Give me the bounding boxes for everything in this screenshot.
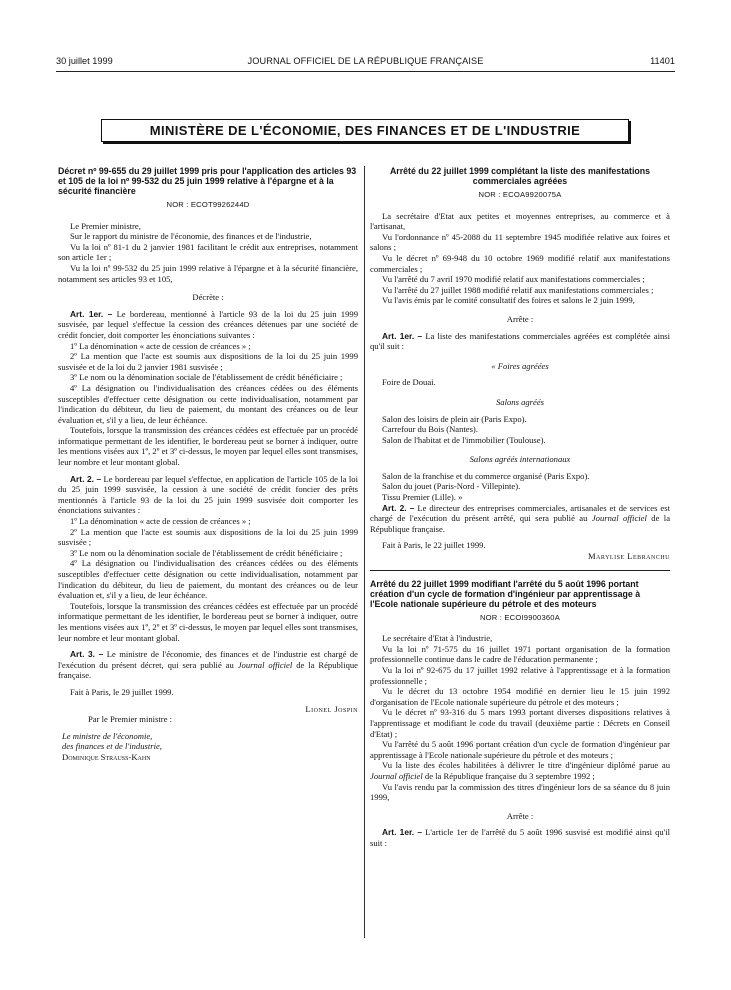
article-2-label: Art. 2. – (70, 473, 102, 484)
article-1-text: Le bordereau, mentionné à l'article 93 de la loi du 25 juin 1999 susvisée, par lequel s'effectue la cession des créances détenues par une société de crédit foncier, doit comporter les énonciations suivantes : (58, 308, 358, 340)
arrete2-para-list (370, 760, 670, 781)
arrete1-nor: NOR : ECOA9920075A (478, 190, 562, 199)
arrete1-para: Vu l'ordonnance nº 45-2088 du 11 septembre 1945 modifiée relative aux foires et salons ; (370, 231, 670, 253)
journal-officiel-ref: Journal officiel (370, 770, 423, 781)
ministry-title: MINISTÈRE DE L'ÉCONOMIE, DES FINANCES ET DE L'INDUSTRIE (149, 123, 581, 138)
decree-signer: Lionel Jospin (305, 703, 358, 714)
arrete1-title: Arrêté du 22 juillet 1999 complétant la liste des manifestations commerciales agréées (389, 166, 651, 186)
arrete1-para: Vu le décret nº 69-948 du 10 octobre 1969 modifié relatif aux manifestations commerciales ; (370, 252, 670, 274)
article-1-item: 1º La dénomination « acte de cession de créances » ; (70, 340, 251, 351)
page-header (56, 56, 675, 70)
arrete2-nor: NOR : ECOI9900360A (480, 612, 560, 622)
arrete2-article-1-text: L'article 1er de l'arrêté du 5 août 1996 susvisé est modifié ainsi qu'il suit : (370, 827, 670, 848)
header-page-number: 11401 (650, 56, 675, 66)
article-1-para: Toutefois, lorsque la transmission des créances cédées est effectuée par un procédé informatique permettant de les identifier, le bordereau peut se borner à indiquer, outre les mentions visées aux 1º, 2º et 3º ci-dessus, le moyen par lequel elles sont transmises, leur nombre et leur montant global. (58, 425, 358, 468)
decree-minister-line: Le ministre de l'économie, (62, 730, 153, 741)
foires-heading: « Foires agréées (491, 360, 549, 371)
article-1-item: 3º Le nom ou la dénomination sociale de l'établissement de crédit bénéficiaire ; (70, 372, 343, 383)
decree-minister-line: des finances et de l'industrie, (62, 741, 162, 752)
ministry-banner (101, 119, 629, 142)
arrete2-para: Vu la loi nº 92-675 du 17 juillet 1992 relative à l'apprentissage et à la formation professionnelle ; (370, 665, 670, 686)
arrete1-article-2-text: Le directeur des entreprises commerciales, artisanales et de services est chargé de l'exécution du présent arrêté, qui sera publié au (370, 502, 670, 524)
journal-officiel-ref: Journal officiel (237, 659, 293, 670)
article-3-text-end: de la République française. (58, 659, 358, 681)
arrete2-para-text-end: de la République française du 3 septembre 1992 ; (424, 770, 595, 781)
decree-para: Vu la loi nº 99-532 du 25 juin 1999 relative à l'épargne et à la sécurité financière, notamment ses articles 93 et 105, (58, 262, 358, 284)
article-1-label: Art. 1er. – (70, 308, 113, 319)
article-2-item: 3º Le nom ou la dénomination sociale de l'établissement de crédit bénéficiaire ; (70, 547, 343, 558)
arrete1-para: La secrétaire d'Etat aux petites et moyennes entreprises, au commerce et à l'artisanat, (370, 210, 670, 232)
arrete1-article-2-text-end: de la République française. (370, 513, 671, 534)
arrete1-article-2 (370, 503, 670, 535)
arrete1-arrete: Arrête : (506, 313, 534, 324)
article-2-item: 2º La mention que l'acte est soumis aux dispositions de la loi du 25 juin 1999 susvisée ; (58, 526, 358, 548)
decree-para: Vu la loi nº 81-1 du 2 janvier 1981 facilitant le crédit aux entreprises, notamment son article 1er ; (58, 241, 358, 263)
salon-int-item: Salon de la franchise et du commerce organisé (Paris Expo). (382, 470, 590, 481)
salon-item: Carrefour du Bois (Nantes). (382, 424, 478, 435)
header-journal-title: JOURNAL OFFICIEL DE LA RÉPUBLIQUE FRANÇAISE (247, 56, 484, 66)
article-1-item: 4º La désignation ou l'individualisation des créances cédées ou des éléments susceptibles d'effectuer cette désignation ou cette individualisation, notamment par l'indication du débiteur, du lieu de paiement, du montant des créances ou de leur évaluation et, s'il y a lieu, de leur échéance. (58, 382, 358, 425)
arrete2-para: Vu le décret nº 93-316 du 5 mars 1993 portant diverses dispositions relatives à l'apprentissage et modifiant le code du travail (deuxième partie : Décrets en Conseil d'Etat) ; (370, 707, 670, 739)
arrete2-title: Arrêté du 22 juillet 1999 modifiant l'arrêté du 5 août 1996 portant création d'un cycle de formation d'ingénieur par apprentissage à l'Ecole nationale supérieure du pétrole et des moteurs (370, 578, 641, 609)
arrete1-article-1 (370, 331, 670, 352)
article-2-para: Toutefois, lorsque la transmission des créances cédées est effectuée par un procédé informatique permettant de les identifier, le bordereau peut se borner à indiquer, outre les mentions visées aux 1º, 2º et 3º ci-dessus, le moyen par lequel elles sont transmises, leur nombre et leur montant global. (58, 600, 358, 643)
salons-int-heading: Salons agréés internationaux (469, 454, 571, 465)
arrete2-para-text: Vu la liste des écoles habilitées à délivrer le titre d'ingénieur diplômé parue au (382, 760, 670, 771)
article-1 (58, 309, 358, 341)
arrete1-article-1-label: Art. 1er. – (382, 330, 423, 341)
decree-par: Par le Premier ministre : (88, 714, 173, 725)
salons-heading: Salons agréés (496, 396, 544, 407)
decree-minister-sign: Dominique Strauss-Kahn (62, 751, 151, 762)
article-2-text: Le bordereau par lequel s'effectue, en application de l'article 105 de la loi du 25 juin 1999 susvisée, la cession à une société de crédit foncier des prêts mentionnés à l'article 93 de la loi du 25 juin 1999 susvisée doit comporter les énonciations suivantes : (58, 473, 358, 516)
article-1-item: 2º La mention que l'acte est soumis aux dispositions de la loi du 25 juin 1999 susvisée et de la loi du 2 janvier 1981 susvisée ; (58, 351, 358, 372)
article-2-item: 4º La désignation ou l'individualisation des créances cédées ou des éléments susceptibles d'effectuer cette désignation ou cette individualisation, notamment par l'indication du débiteur, du lieu de paiement, du montant des créances ou de leur évaluation et, s'il y a lieu, de leur échéance. (58, 558, 358, 601)
decree-title: Décret nº 99-655 du 29 juillet 1999 pris pour l'application des articles 93 et 105 de la loi nº 99-532 du 25 juin 1999 relative à l'épargne et à la sécurité financière (58, 166, 357, 196)
section-separator (370, 570, 670, 571)
header-date: 30 juillet 1999 (56, 56, 113, 66)
article-3-label: Art. 3. – (70, 649, 104, 660)
decree-para: Sur le rapport du ministre de l'économie, des finances et de l'industrie, (70, 231, 312, 242)
salon-int-item: Salon du jouet (Paris-Nord - Villepinte). (382, 481, 521, 492)
arrete1-article-1-text: La liste des manifestations commerciales agréées est complétée ainsi qu'il suit : (370, 330, 670, 352)
arrete2-article-1 (370, 827, 670, 848)
salon-int-item: Tissu Premier (Lille). » (382, 492, 463, 503)
arrete1-article-2-label: Art. 2. – (382, 502, 415, 513)
arrete1-signer: Marylise Lebranchu (587, 551, 670, 562)
arrete2-article-1-label: Art. 1er. – (382, 827, 423, 838)
journal-officiel-ref: Journal officiel (591, 513, 647, 524)
column-divider (364, 166, 365, 938)
arrete2-para: Le secrétaire d'Etat à l'industrie, (382, 633, 493, 644)
foire-item: Foire de Douai. (382, 377, 436, 388)
article-3 (58, 649, 358, 681)
salon-item: Salon des loisirs de plein air (Paris Expo). (382, 413, 527, 424)
article-3-text: Le ministre de l'économie, des finances et de l'industrie est chargé de l'exécution du présent décret, qui sera publié au (58, 649, 358, 670)
arrete2-para: Vu la loi nº 71-575 du 16 juillet 1971 portant organisation de la formation professionnelle continue dans le cadre de l'éducation permanente ; (370, 643, 670, 665)
arrete2-para: Vu le décret du 13 octobre 1954 modifié en dernier lieu le 15 juin 1992 d'organisation de l'Ecole nationale supérieure du pétrole et des moteurs ; (370, 686, 670, 707)
arrete2-para: Vu l'arrêté du 5 août 1996 portant création d'un cycle de formation d'ingénieur par apprentissage à l'Ecole nationale supérieure du pétrole et des moteurs ; (370, 739, 670, 760)
arrete1-fait: Fait à Paris, le 22 juillet 1999. (382, 540, 486, 551)
article-2-item: 1º La dénomination « acte de cession de créances » ; (70, 516, 251, 527)
left-column (58, 166, 358, 763)
arrete2-para: Vu l'avis rendu par la commission des titres d'ingénieur lors de sa séance du 8 juin 1999, (370, 781, 670, 803)
decree-para: Le Premier ministre, (70, 220, 141, 231)
salon-item: Salon de l'habitat et de l'immobilier (Toulouse). (382, 434, 546, 445)
arrete1-para: Vu l'avis émis par le comité consultatif des foires et salons le 2 juin 1999, (382, 295, 635, 306)
decree-decrete: Décrète : (192, 292, 224, 303)
arrete1-para: Vu l'arrêté du 27 juillet 1988 modifié relatif aux manifestations commerciales ; (382, 284, 654, 295)
article-2 (58, 474, 358, 516)
arrete2-arrete: Arrête : (506, 810, 534, 821)
right-column (370, 166, 670, 849)
decree-fait: Fait à Paris, le 29 juillet 1999. (70, 686, 174, 697)
arrete1-para: Vu l'arrêté du 7 avril 1970 modifié relatif aux manifestations commerciales ; (382, 274, 645, 285)
header-rule (56, 71, 675, 72)
decree-nor: NOR : ECOT9926244D (166, 200, 250, 209)
